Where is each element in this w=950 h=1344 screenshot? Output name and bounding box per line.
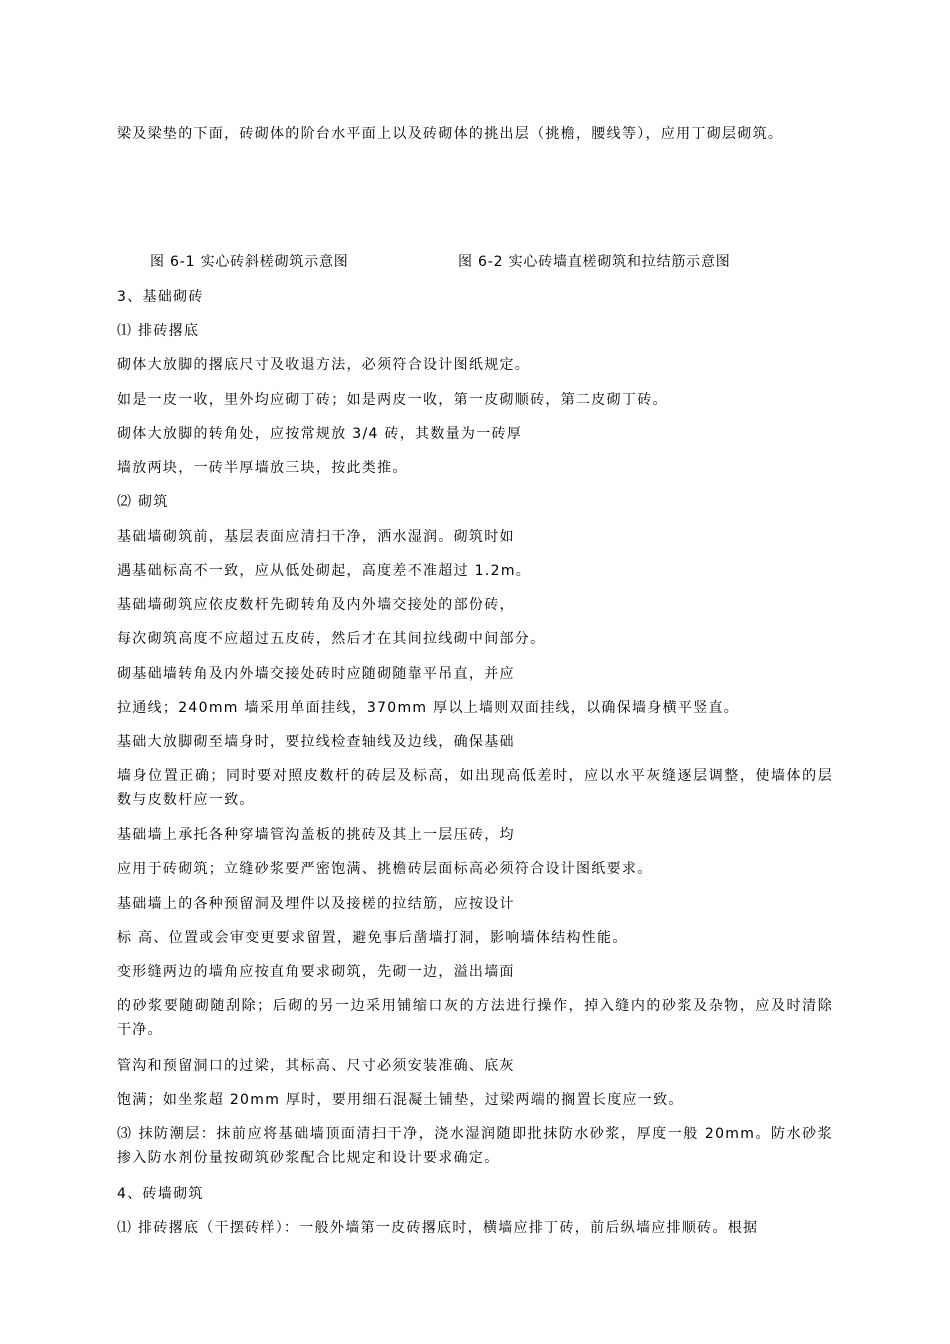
paragraph-line: 基础墙砌筑应依皮数杆先砌转角及内外墙交接处的部份砖， [117,597,515,613]
paragraph-line: 基础大放脚砌至墙身时，要拉线检查轴线及边线，确保基础 [117,734,515,750]
intro-paragraph: 梁及梁垫的下面，砖砌体的阶台水平面上以及砖砌体的挑出层（挑檐，腰线等），应用丁砌层砌筑。 [117,126,784,142]
paragraph-line: 每次砌筑高度不应超过五皮砖，然后才在其间拉线砌中间部分。 [117,631,546,647]
paragraph-line: 的砂浆要随砌随刮除；后砌的另一边采用铺缩口灰的方法进行操作，掉入缝内的砂浆及杂物，应及时清除干净。 [117,998,833,1038]
paragraph-line: 拉通线；240mm 墙采用单面挂线，370mm 厚以上墙则双面挂线，以确保墙身横平竖直。 [117,700,740,716]
paragraph-line: 应用于砖砌筑；立缝砂浆要严密饱满、挑檐砖层面标高必须符合设计图纸要求。 [117,861,653,877]
paragraph-line: 墙身位置正确；同时要对照皮数杆的砖层及标高，如出现高低差时，应以水平灰缝逐层调整，使墙体的层数与皮数杆应一致。 [117,768,833,808]
paragraph-line: 基础墙上的各种预留洞及埋件以及接槎的拉结筋，应按设计 [117,896,515,912]
subheading: ⑵ 砌筑 [117,494,169,510]
paragraph-line: 基础墙砌筑前，基层表面应清扫干净，洒水湿润。砌筑时如 [117,529,515,545]
paragraph-line: 基础墙上承托各种穿墙管沟盖板的挑砖及其上一层压砖，均 [117,827,515,843]
paragraph-line: 遇基础标高不一致，应从低处砌起，高度差不准超过 1.2m。 [117,563,532,579]
paragraph-line: 墙放两块，一砖半厚墙放三块，按此类推。 [117,460,408,476]
subheading: ⑴ 排砖撂底 [117,323,200,339]
paragraph-line: 标 高、位置或会审变更要求留置，避免事后凿墙打洞，影响墙体结构性能。 [117,930,628,946]
paragraph-line: 如是一皮一收，里外均应砌丁砖；如是两皮一收，第一皮砌顺砖，第二皮砌丁砖。 [117,392,668,408]
paragraph-line: ⑴ 排砖撂底（干摆砖样）：一般外墙第一皮砖撂底时，横墙应排丁砖，前后纵墙应排顺砖。根据 [117,1220,759,1236]
section-heading-foundation: 3、基础砌砖 [117,289,204,305]
figure-caption-6-1: 图 6-1 实心砖斜槎砌筑示意图 [150,254,349,270]
paragraph-line: 砌基础墙转角及内外墙交接处砖时应随砌随靠平吊直，并应 [117,666,515,682]
section-heading-brick-wall: 4、砖墙砌筑 [117,1186,204,1202]
paragraph-line: ⑶ 抹防潮层：抹前应将基础墙顶面清扫干净，浇水湿润随即批抹防水砂浆，厚度一般 20mm。防水砂浆掺入防水剂份量按砌筑砂浆配合比规定和设计要求确定。 [117,1126,833,1166]
paragraph-line: 饱满；如坐浆超 20mm 厚时，要用细石混凝土铺垫，过梁两端的搁置长度应一致。 [117,1092,684,1108]
paragraph-line: 砌体大放脚的撂底尺寸及收退方法，必须符合设计图纸规定。 [117,357,531,373]
paragraph-line: 管沟和预留洞口的过梁，其标高、尺寸必须安装准确、底灰 [117,1058,515,1074]
paragraph-line: 砌体大放脚的转角处，应按常规放 3/4 砖，其数量为一砖厚 [117,426,523,442]
figure-caption-6-2: 图 6-2 实心砖墙直槎砌筑和拉结筋示意图 [458,254,731,270]
paragraph-line: 变形缝两边的墙角应按直角要求砌筑，先砌一边，溢出墙面 [117,964,515,980]
